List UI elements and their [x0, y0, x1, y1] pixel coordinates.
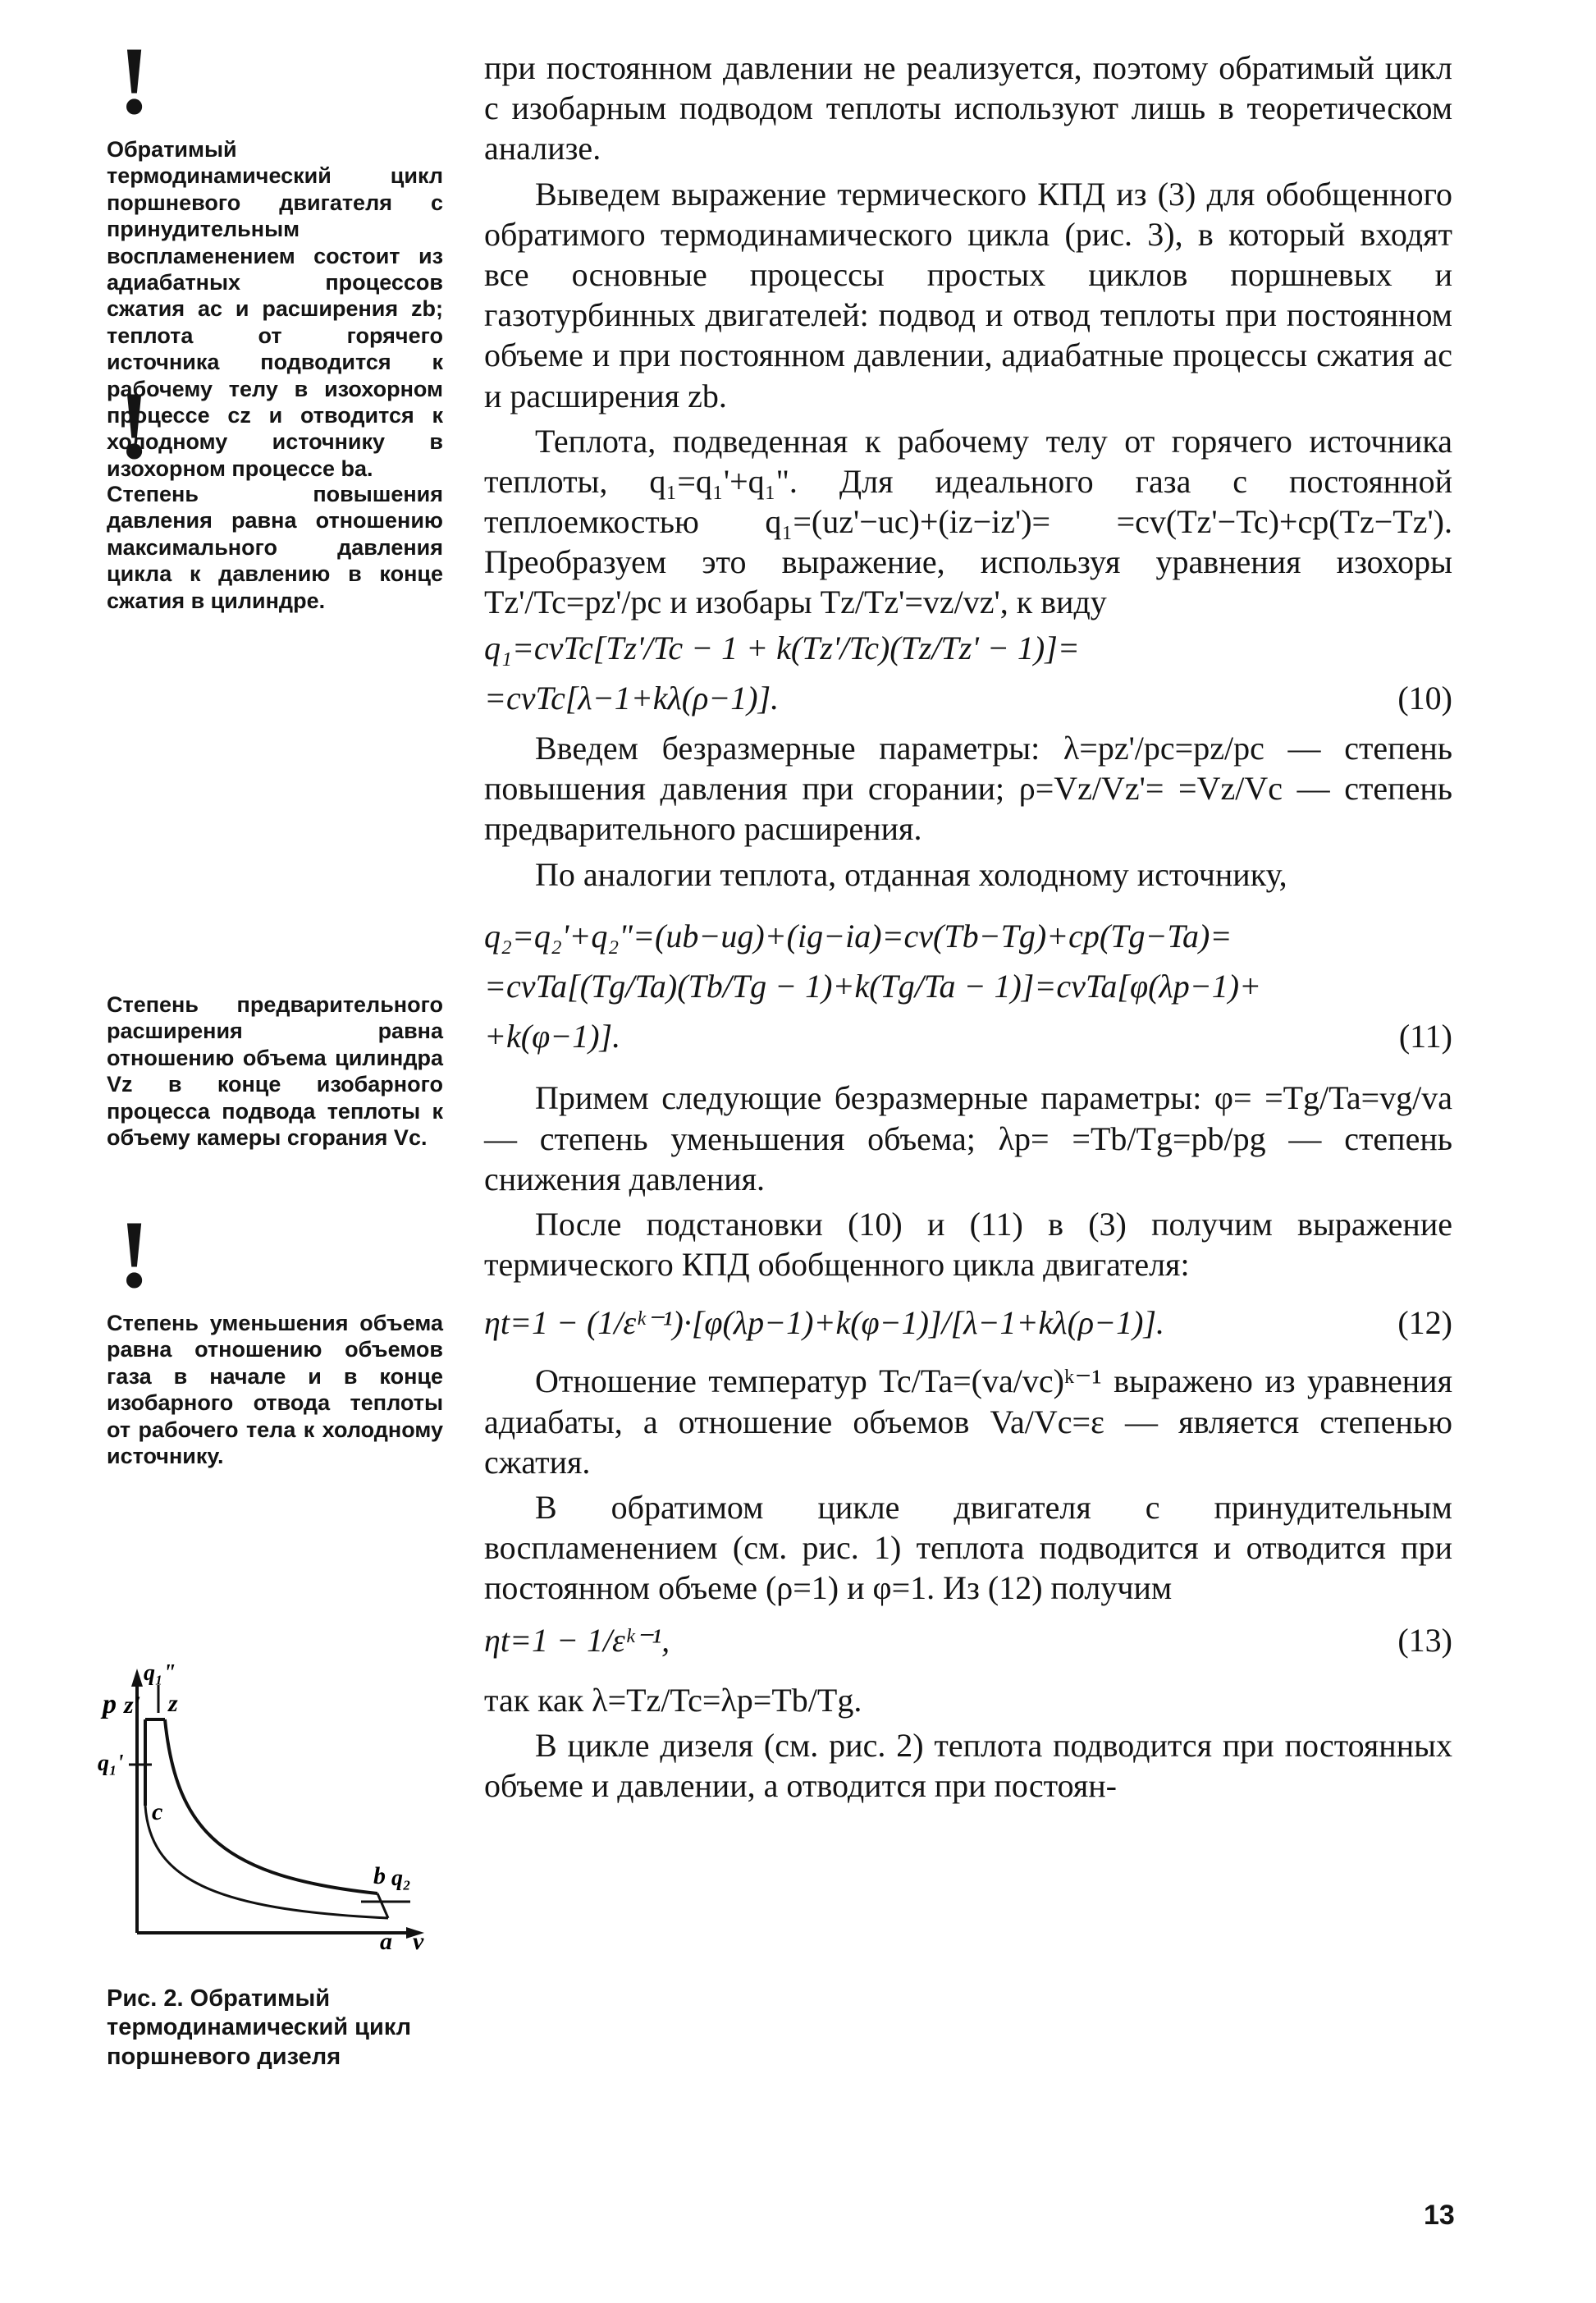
main-column [484, 48, 1452, 1811]
equation-12 [484, 1303, 1452, 1343]
exclamation-mark-icon: ! [118, 27, 151, 135]
page-number: 13 [1424, 2200, 1455, 2231]
label-q1pp: q₁" [144, 1662, 176, 1686]
equation-text: +k(φ−1)]. [484, 1018, 621, 1055]
paragraph: Выведем выражение термического КПД из (3) для обобщенного обратимого термодинамического цикла (рис. 3), в который входят все основные процессы простых циклов поршневых и газотурбинных двигателей: подвод и отвод теплоты при постоянном объеме и при постоянном давлении, адиабатные процессы сжатия ac и расширения zb. [484, 175, 1452, 414]
sidebar-note-4 [107, 1201, 443, 1469]
equation-13 [484, 1620, 1452, 1660]
note-text: Степень предварительного расширения равна отношению объема цилиндра Vz в конце изобарного процесса подвода теплоты к объему камеры сгорания Vc. [107, 992, 443, 1150]
compression-ac [145, 1806, 388, 1918]
label-q1p: q₁' [98, 1751, 124, 1776]
paragraph: Примем следующие безразмерные параметры: φ= =Tg/Ta=vg/va — степень уменьшения объема; λp= =Tb/Tg=pb/pg — степень снижения давления. [484, 1079, 1452, 1197]
equation-number: (13) [1397, 1621, 1452, 1659]
equation-11-line-2 [484, 966, 1452, 1006]
figure-caption: Рис. 2. Обратимый термодинамический цикл поршневого дизеля [107, 1985, 412, 2070]
paragraph: при постоянном давлении не реализуется, поэтому обратимый цикл с изобарным подводом теплоты используют лишь в теоретическом анализе. [484, 49, 1452, 167]
label-b: b [373, 1862, 386, 1889]
label-z: z [168, 1690, 178, 1717]
note-text: Обратимый термодинамический цикл поршневого двигателя с принудительным воспламенением состоит из адиабатных процессов сжатия ac и расширения zb; теплота от горячего источника подводится к рабочему телу в изохорном процессе cz и отводится к холодному источнику в изохорном процессе ba. [107, 137, 443, 481]
label-c: c [152, 1798, 163, 1825]
label-a: a [380, 1928, 392, 1955]
equation-number: (11) [1398, 1018, 1452, 1055]
equation-text: q₂=q₂'+q₂"=(ub−ug)+(ig−ia)=cv(Tb−Tg)+cp(Tg−Ta)= [484, 917, 1232, 955]
exclamation-mark-icon: ! [118, 1201, 151, 1308]
equation-10-line-1 [484, 628, 1452, 668]
expansion-zb [165, 1719, 377, 1893]
equation-text: =cvTa[(Tg/Ta)(Tb/Tg − 1)+k(Tg/Ta − 1)]=cvTa[φ(λp−1)+ [484, 967, 1262, 1005]
equation-number: (12) [1397, 1304, 1452, 1342]
isochoric-bg [377, 1893, 388, 1918]
paragraph: По аналогии теплота, отданная холодному источнику, [535, 855, 1287, 893]
label-v: v [413, 1928, 424, 1955]
equation-number: (10) [1397, 679, 1452, 717]
equation-11-line-1 [484, 916, 1452, 956]
note-text: Степень уменьшения объема равна отношению объемов газа в начале и в конце изобарного отвода теплоты от рабочего тела к холодному источнику. [107, 1311, 443, 1468]
equation-10-line-2 [484, 678, 1452, 718]
paragraph: Введем безразмерные параметры: λ=pz'/pc=pz/pc — степень повышения давления при сгорании; ρ=Vz/Vz'= =Vz/Vc — степень предварительного расширения. [484, 730, 1452, 848]
paragraph: так как λ=Tz/Tc=λp=Tb/Tg. [484, 1681, 862, 1719]
p-axis-arrow [131, 1669, 143, 1687]
exclamation-mark-icon: ! [118, 372, 151, 479]
equation-text: ηt=1 − (1/εᵏ⁻¹)·[φ(λp−1)+k(φ−1)]/[λ−1+kλ(ρ−1)]. [484, 1304, 1165, 1342]
paragraph: После подстановки (10) и (11) в (3) получим выражение термического КПД обобщенного цикла двигателя: [484, 1205, 1452, 1284]
sidebar-note-3 [107, 991, 443, 1151]
paragraph: В цикле дизеля (см. рис. 2) теплота подводится при постоянных объеме и давлении, а отводится при постоян- [484, 1726, 1452, 1805]
paragraph: Отношение температур Tc/Ta=(va/vc)ᵏ⁻¹ выражено из уравнения адиабаты, а отношение объемов Va/Vc=ε — является степенью сжатия. [484, 1362, 1452, 1481]
pv-diagram [86, 1662, 455, 1970]
note-text: Степень повышения давления равна отношению максимального давления цикла к давлению в конце сжатия в цилиндре. [107, 482, 443, 613]
paragraph: Теплота, подведенная к рабочему телу от горячего источника теплоты, q₁=q₁'+q₁". Для идеального газа с постоянной теплоемкостью q₁=(uz'−uc)+(iz−iz')= =cv(Tz'−Tc)+cp(Tz−Tz'). Преобразуем это выражение, используя уравнения изохоры Tz'/Tc=pz'/pc и изобары Tz/Tz'=vz/vz', к виду [484, 422, 1452, 621]
equation-text: q₁=cvTc[Tz'/Tc − 1 + k(Tz'/Tc)(Tz/Tz' − 1)]= [484, 629, 1080, 666]
label-p: p [103, 1689, 117, 1719]
label-z1: z' [124, 1692, 141, 1719]
equation-text: =cvTc[λ−1+kλ(ρ−1)]. [484, 679, 780, 717]
equation-11-line-3 [484, 1016, 1452, 1056]
equation-text: ηt=1 − 1/εᵏ⁻¹, [484, 1621, 670, 1659]
sidebar-note-2 [107, 372, 443, 614]
paragraph: В обратимом цикле двигателя с принудительным воспламенением (см. рис. 1) теплота подводится и отводится при постоянном объеме (ρ=1) и φ=1. Из (12) получим [484, 1489, 1452, 1607]
label-q2: q₂ [391, 1866, 411, 1891]
